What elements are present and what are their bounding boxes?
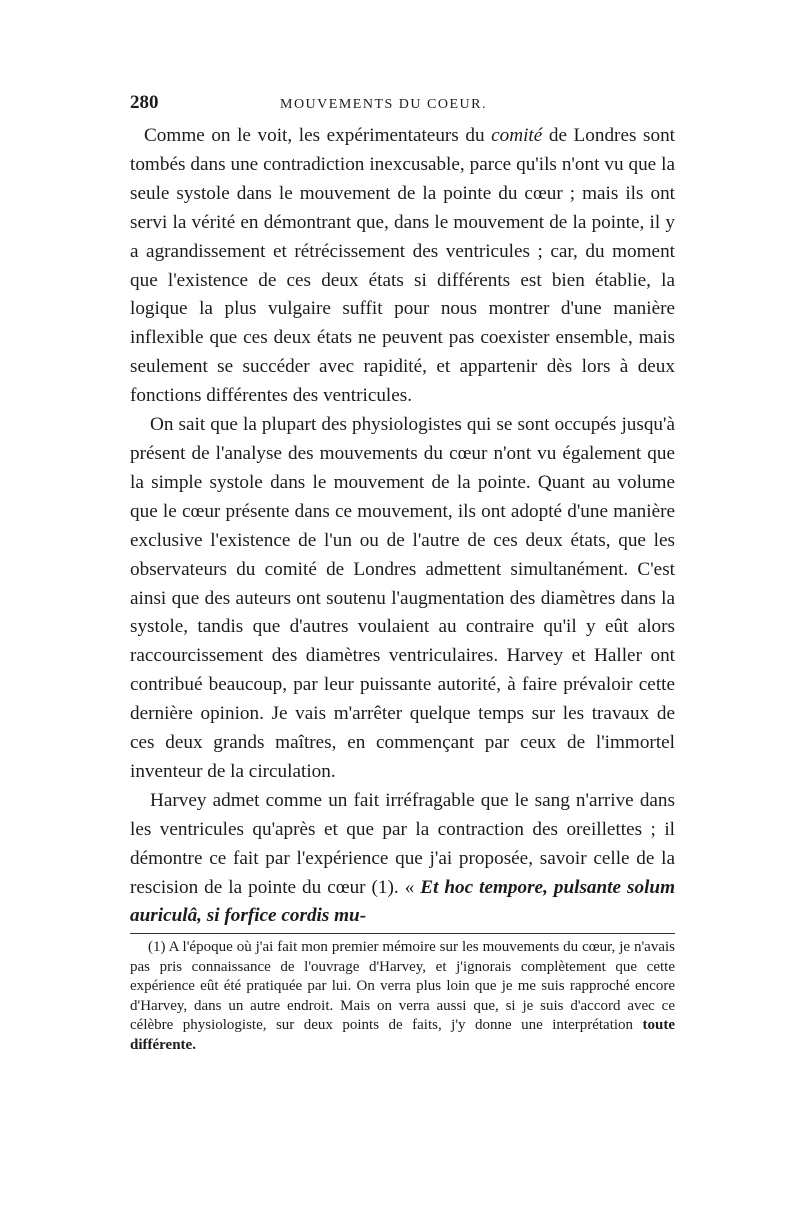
paragraph-3-lead: Harvey admet comme un fait irréfragable que le sang n'arrive dans les ventricules qu'après et que par la contraction des oreillettes ; il démontre ce fait par l'expérience que j'ai proposée, savoir celle de la rescision de la pointe du cœur (1). « bbox=[130, 789, 675, 898]
page-number: 280 bbox=[130, 92, 159, 113]
page-header bbox=[130, 92, 675, 122]
paragraph-3-latin-quote: Et hoc tempore, pulsante solum auriculâ, si forfice cordis mu- bbox=[130, 876, 675, 927]
paragraph-1-rest: de Londres sont tombés dans une contradiction inexcusable, parce qu'ils n'ont vu que la seule systole dans le mouvement de la pointe du cœur ; mais ils ont servi la vérité en démontrant que, dans le mouvement de la pointe, il y a agrandissement et rétrécissement des ventricules ; car, du moment que l'existence de ces deux états si différents est bien établie, la logique la plus vulgaire suffit pour nous montrer d'une manière inflexible que ces deux états ne peuvent pas coexister ensemble, mais seulement se succéder avec rapidité, et appartenir dès lors à deux fonctions différentes des ventricules. bbox=[130, 125, 675, 407]
paragraph-1 bbox=[130, 122, 675, 411]
paragraph-1-emphasis: comité bbox=[491, 125, 543, 146]
paragraph-2: On sait que la plupart des physiologistes qui se sont occupés jusqu'à présent de l'analyse des mouvements du cœur n'ont vu également que la simple systole dans le mouvement de la pointe. Quant au volume que le cœur présente dans ce mouvement, ils ont adopté d'une manière exclusive l'existence de l'un ou de l'autre de ces deux états, que les observateurs du comité de Londres admettent simultanément. C'est ainsi que des auteurs ont soutenu l'augmentation des diamètres dans la systole, tandis que d'autres voulaient au contraire qu'il y eût alors raccourcissement des diamètres ventriculaires. Harvey et Haller ont contribué beaucoup, par leur puissante autorité, à faire prévaloir cette dernière opinion. Je vais m'arrêter quelque temps sur les travaux de ces deux grands maîtres, en commençant par ceux de l'immortel inventeur de la circulation. bbox=[130, 414, 675, 782]
running-head: MOUVEMENTS DU COEUR. bbox=[280, 97, 487, 112]
main-text bbox=[130, 122, 675, 931]
footnote-rule bbox=[130, 933, 675, 934]
paragraph-1-lead: Comme on le voit, les expérimentateurs du bbox=[144, 125, 492, 146]
footnote bbox=[130, 938, 675, 1055]
book-page bbox=[130, 92, 675, 1055]
footnote-text: (1) A l'époque où j'ai fait mon premier mémoire sur les mouvements du cœur, je n'avais pas pris connaissance de l'ouvrage d'Harvey, et j'ignorais complètement que cette expérience eût été pratiquée par lui. On verra plus loin que je me suis rapproché encore d'Harvey, dans un autre endroit. Mais on verra aussi que, si je suis d'accord avec ce célèbre physiologiste, sur deux points de faits, j'y donne une interprétation bbox=[130, 939, 675, 1034]
footnote-emphasis: toute différente. bbox=[130, 1017, 675, 1053]
paragraph-3 bbox=[130, 787, 675, 932]
